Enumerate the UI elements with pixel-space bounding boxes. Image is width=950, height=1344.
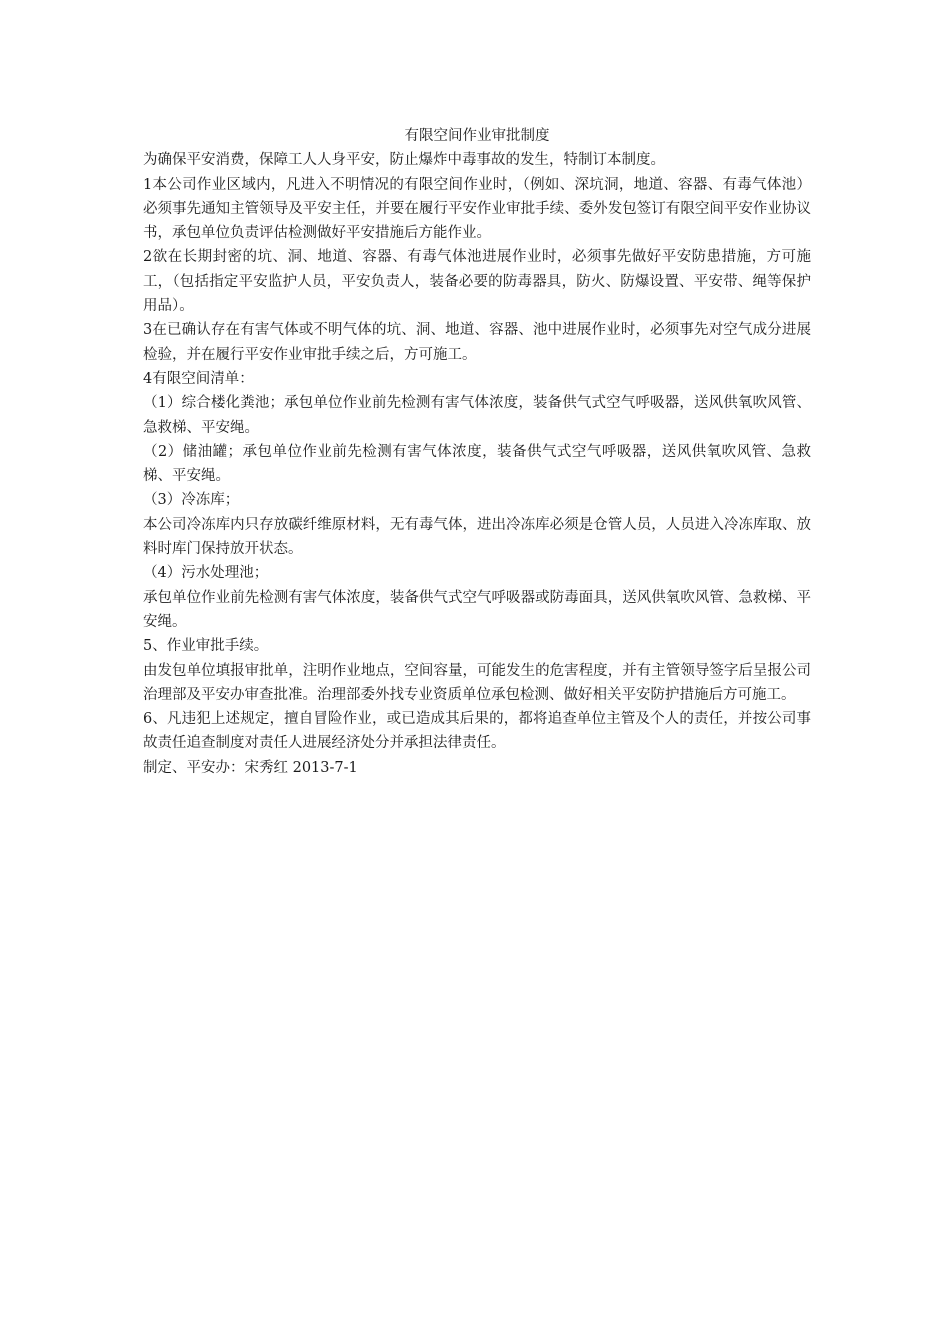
clause-6-paragraph: 6、凡违犯上述规定，擅自冒险作业，或已造成其后果的，都将追查单位主管及个人的责任，并按公司事故责任追查制度对责任人进展经济处分并承担法律责任。 — [143, 711, 811, 752]
clause-5-heading: 5、作业审批手续。 — [143, 638, 269, 655]
list-item-oil-tank: （2）储油罐；承包单位作业前先检测有害气体浓度，装备供气式空气呼吸器，送风供氧吹风管、急救梯、平安绳。 — [143, 443, 811, 485]
list-item-cold-storage-text: 本公司冷冻库内只存放碳纤维原材料，无有毒气体，进出冷冻库必须是仓管人员，人员进入冷冻库取、放料时库门保持放开状态。 — [143, 516, 811, 558]
list-item-sewage-pool-heading: （4）污水处理池； — [143, 565, 269, 582]
list-item-cold-storage-heading: （3）冷冻库； — [143, 492, 240, 509]
clause-5-paragraph: 由发包单位填报审批单，注明作业地点，空间容量，可能发生的危害程度，并有主管领导签字后呈报公司治理部及平安办审查批准。治理部委外找专业资质单位承包检测、做好相关平安防护措施后方可施工。 — [143, 662, 811, 703]
list-item-septic-tank: （1）综合楼化粪池；承包单位作业前先检测有害气体浓度，装备供气式空气呼吸器，送风供氧吹风管、急救梯、平安绳。 — [143, 395, 811, 436]
clause-1-paragraph: 1本公司作业区域内，凡进入不明情况的有限空间作业时，（例如、深坑洞，地道、容器、有毒气体池）必须事先通知主管领导及平安主任，并要在履行平安作业审批手续、委外发包签订有限空间平安作业协议书，承包单位负责评估检测做好平安措施后方能作业。 — [143, 176, 811, 242]
document-body — [143, 124, 811, 780]
list-item-sewage-pool-text: 承包单位作业前先检测有害气体浓度，装备供气式空气呼吸器或防毒面具，送风供氧吹风管、急救梯、平安绳。 — [143, 589, 811, 630]
document-title: 有限空间作业审批制度 — [404, 128, 550, 144]
intro-paragraph: 为确保平安消费，保障工人人身平安，防止爆炸中毒事故的发生，特制订本制度。 — [143, 152, 665, 169]
clause-4-heading: 4有限空间清单： — [143, 370, 254, 387]
signature-line: 制定、平安办：宋秀红 2013-7-1 — [143, 759, 358, 776]
clause-3-paragraph: 3在已确认存在有害气体或不明气体的坑、洞、地道、容器、池中进展作业时，必须事先对空气成分进展检验，并在履行平安作业审批手续之后，方可施工。 — [143, 322, 811, 363]
clause-2-paragraph: 2欲在长期封密的坑、洞、地道、容器、有毒气体池进展作业时，必须事先做好平安防患措施，方可施工，（包括指定平安监护人员，平安负责人，装备必要的防毒器具，防火、防爆设置、平安带、绳等保护用品）。 — [143, 249, 811, 315]
